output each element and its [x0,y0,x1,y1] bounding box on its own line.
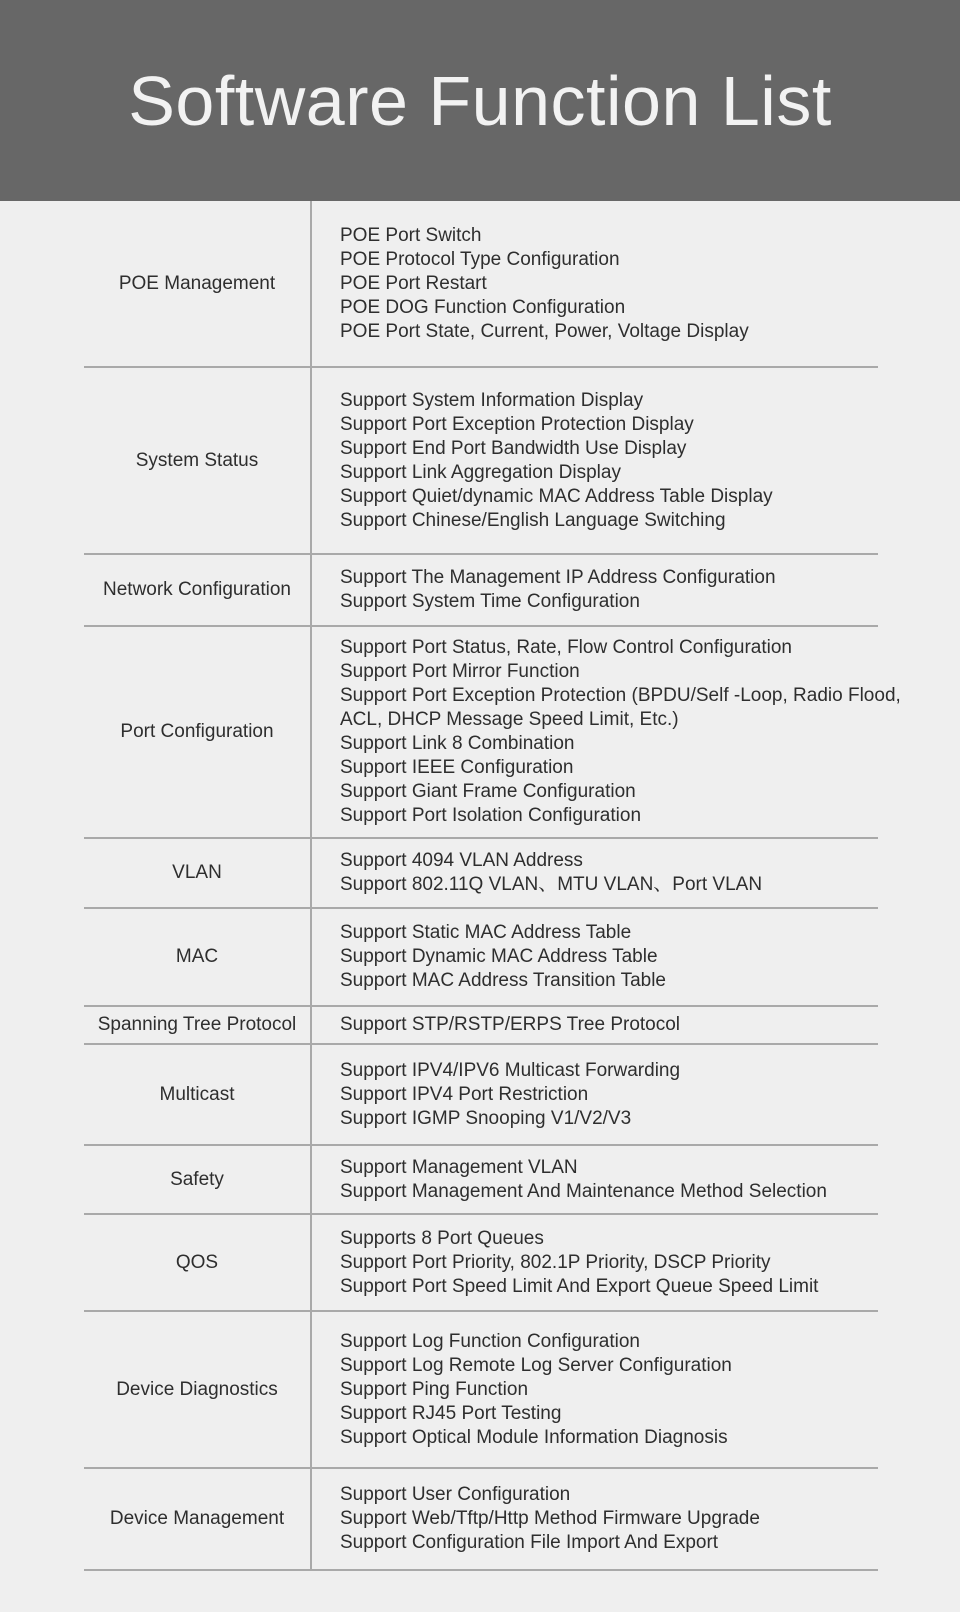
category-cell: QOS [84,1215,312,1310]
category-cell: Safety [84,1146,312,1213]
feature-item: Support The Management IP Address Configuration [340,567,776,588]
feature-list [312,1215,878,1310]
feature-item: Support Port Mirror Function [340,661,580,682]
table-row [84,1215,878,1312]
feature-item: Support Port Exception Protection Display [340,413,694,435]
table-row [84,627,901,839]
feature-item: Support Dynamic MAC Address Table [340,946,658,967]
feature-item: Support Link 8 Combination [340,733,575,754]
feature-item: Support STP/RSTP/ERPS Tree Protocol [340,1014,681,1035]
table-row [84,555,878,627]
category-cell: Device Management [84,1469,312,1569]
feature-item: Support Chinese/English Language Switching [340,509,726,531]
table-row [84,909,878,1007]
feature-item: Support Static MAC Address Table [340,922,632,943]
table-row [84,1312,878,1469]
feature-item: Support Optical Module Information Diagnosis [340,1426,728,1448]
feature-item: Support Port Speed Limit And Export Queue Speed Limit [340,1275,819,1297]
feature-item: Support IPV4/IPV6 Multicast Forwarding [340,1059,681,1081]
feature-item: Support RJ45 Port Testing [340,1402,562,1424]
category-cell: Multicast [84,1045,312,1144]
feature-item: Support Port Priority, 802.1P Priority, DSCP Priority [340,1251,771,1273]
feature-item: Support 802.11Q VLAN、MTU VLAN、Port VLAN [340,874,763,895]
feature-list [312,1007,878,1043]
feature-item: Support System Time Configuration [340,591,640,612]
feature-item: POE Port Restart [340,272,487,294]
table-row [84,368,878,555]
feature-list [312,201,878,366]
feature-item: Support Management And Maintenance Method Selection [340,1180,827,1202]
feature-list [312,1045,878,1144]
category-cell: Network Configuration [84,555,312,625]
feature-item: Support 4094 VLAN Address [340,850,583,871]
feature-item: Support Configuration File Import And Export [340,1532,719,1553]
table-row [84,1007,878,1045]
table-row [84,839,878,909]
feature-item: Support Port Exception Protection (BPDU/Self -Loop, Radio Flood, [340,685,901,706]
feature-item: Support System Information Display [340,389,644,411]
table-row [84,1045,878,1146]
table-row [84,201,878,368]
feature-list [312,1312,878,1467]
feature-item: Support Link Aggregation Display [340,461,621,483]
feature-item: Support Port Isolation Configuration [340,805,642,826]
feature-item: Support IPV4 Port Restriction [340,1083,589,1105]
feature-item: POE Port Switch [340,224,482,246]
feature-item: POE DOG Function Configuration [340,296,626,318]
feature-item: Support IGMP Snooping V1/V2/V3 [340,1107,632,1129]
function-table [84,201,901,1571]
feature-item: Supports 8 Port Queues [340,1227,544,1249]
table-row [84,1146,878,1215]
category-cell: Device Diagnostics [84,1312,312,1467]
feature-list [312,839,878,907]
feature-item: ACL, DHCP Message Speed Limit, Etc.) [340,709,679,730]
feature-item: Support Log Function Configuration [340,1330,640,1352]
category-cell: VLAN [84,839,312,907]
feature-item: Support Web/Tftp/Http Method Firmware Upgrade [340,1508,760,1529]
feature-item: Support End Port Bandwidth Use Display [340,437,687,459]
category-cell: Port Configuration [84,627,312,837]
category-cell: MAC [84,909,312,1005]
feature-item: Support Log Remote Log Server Configuration [340,1354,732,1376]
feature-item: Support Quiet/dynamic MAC Address Table Display [340,485,773,507]
table-row [84,1469,878,1571]
feature-list [312,555,878,625]
title-banner [0,0,960,201]
feature-list [312,909,878,1005]
category-cell: POE Management [84,201,312,366]
feature-item: POE Port State, Current, Power, Voltage Display [340,320,749,342]
feature-list [312,1469,878,1569]
feature-item: Support User Configuration [340,1484,571,1505]
feature-item: Support IEEE Configuration [340,757,574,778]
feature-item: Support MAC Address Transition Table [340,970,666,991]
feature-list [312,368,878,553]
feature-item: Support Port Status, Rate, Flow Control Configuration [340,637,793,658]
feature-list [312,1146,878,1213]
feature-item: Support Ping Function [340,1378,529,1400]
feature-item: Support Giant Frame Configuration [340,781,636,802]
feature-item: Support Management VLAN [340,1156,578,1178]
category-cell: System Status [84,368,312,553]
category-cell: Spanning Tree Protocol [84,1007,312,1043]
page-title: Software Function List [128,61,832,140]
feature-list [312,627,901,837]
feature-item: POE Protocol Type Configuration [340,248,620,270]
